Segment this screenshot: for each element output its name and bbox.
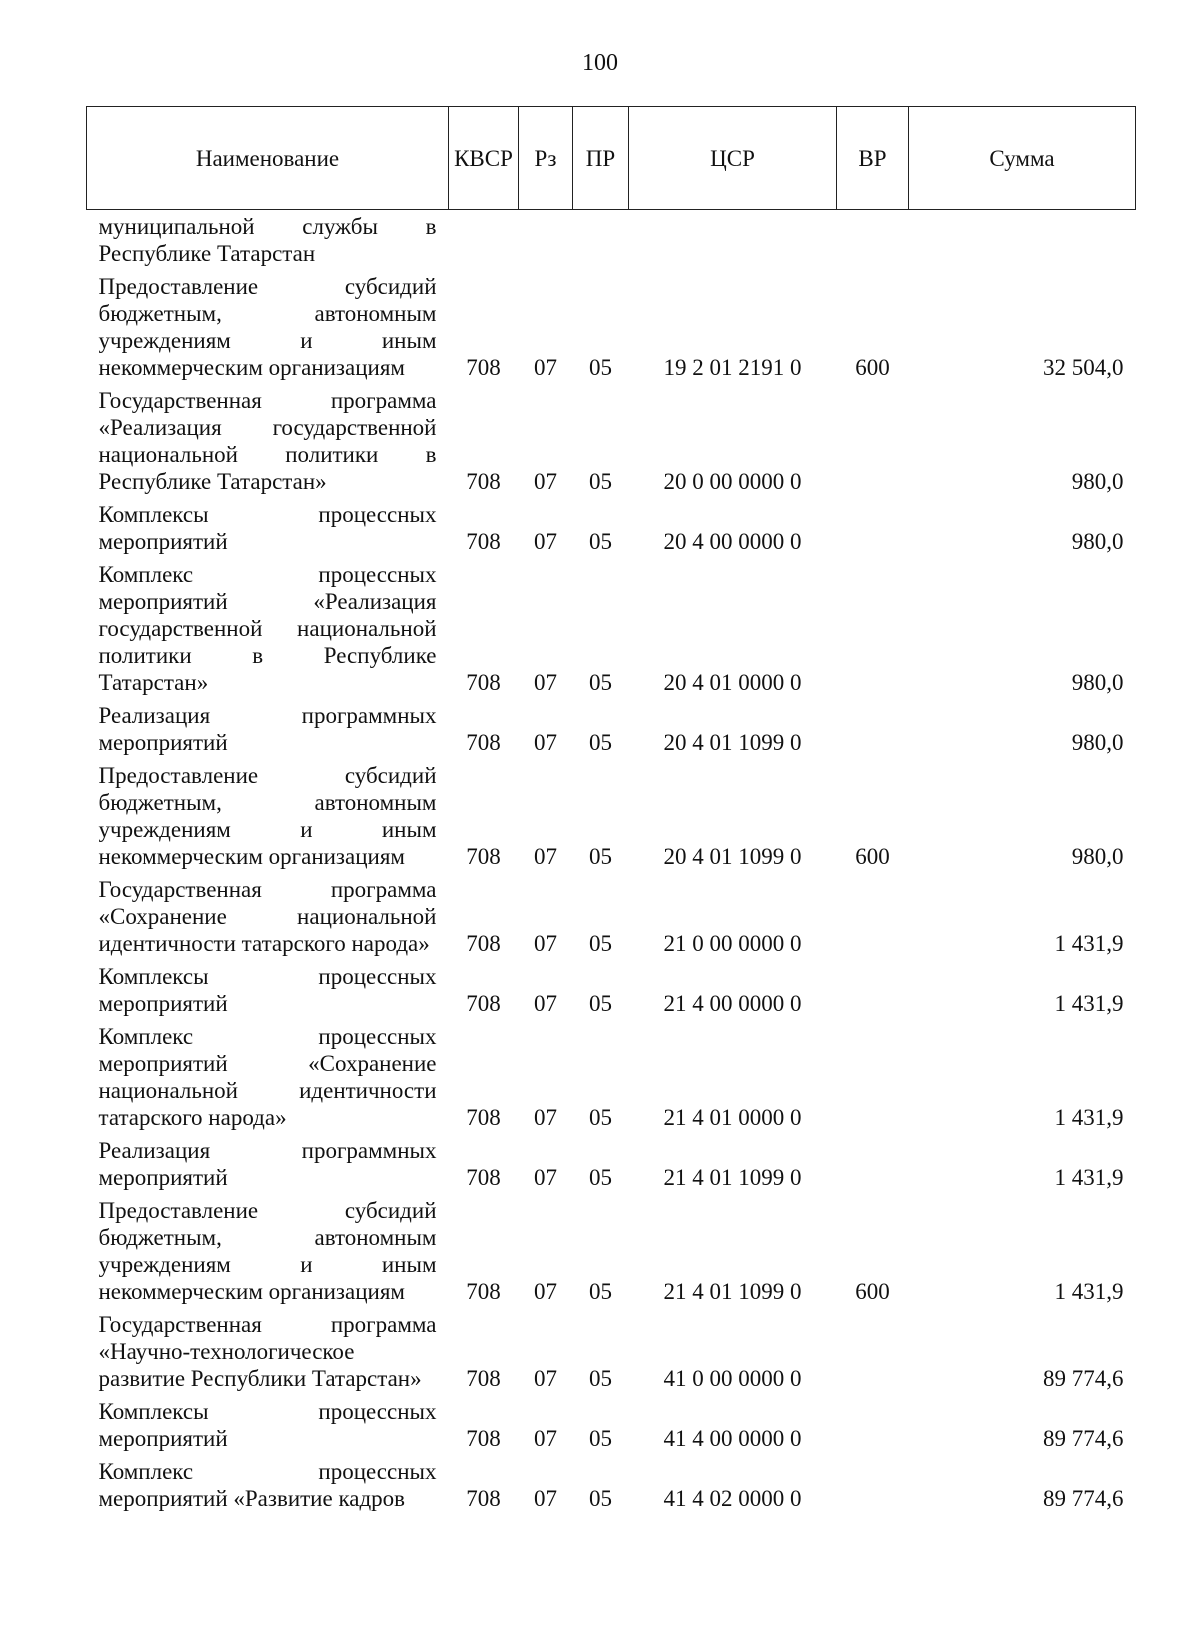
row-vr [837, 558, 909, 699]
row-sum: 980,0 [1071, 469, 1124, 494]
row-sum [909, 210, 1136, 271]
row-csr: 41 4 02 0000 0 [663, 1486, 802, 1511]
row-sum: 980,0 [1071, 670, 1124, 695]
row-rz: 07 [534, 1426, 557, 1451]
table-row [87, 960, 1136, 1020]
row-name: Предоставление субсидий бюджетным, автономным учреждениям и иным некоммерческим организациям [98, 763, 437, 869]
table-body [87, 210, 1136, 1516]
row-kvsr: 708 [466, 931, 501, 956]
table-row [87, 384, 1136, 498]
row-sum: 1 431,9 [1054, 991, 1124, 1016]
row-csr: 21 4 01 1099 0 [663, 1279, 802, 1304]
table-header [87, 107, 1136, 210]
row-pr: 05 [589, 1165, 612, 1190]
row-name: Предоставление субсидий бюджетным, автономным учреждениям и иным некоммерческим организациям [98, 1198, 437, 1304]
table-row [87, 1020, 1136, 1134]
row-csr: 21 4 01 1099 0 [663, 1165, 802, 1190]
budget-table [86, 106, 1136, 1515]
row-vr: 600 [855, 355, 890, 380]
row-name: Комплекс процессных мероприятий «Сохранение национальной идентичности татарского народа» [98, 1024, 437, 1130]
row-sum: 89 774,6 [1043, 1486, 1124, 1511]
row-rz: 07 [534, 1279, 557, 1304]
row-csr: 21 0 00 0000 0 [663, 931, 802, 956]
row-csr: 41 0 00 0000 0 [663, 1366, 802, 1391]
row-vr [837, 1134, 909, 1194]
row-pr: 05 [589, 1366, 612, 1391]
row-sum: 1 431,9 [1054, 1165, 1124, 1190]
row-rz: 07 [534, 1366, 557, 1391]
row-kvsr: 708 [466, 991, 501, 1016]
row-vr: 600 [855, 844, 890, 869]
table-row [87, 558, 1136, 699]
row-name: Комплекс процессных мероприятий «Реализация государственной национальной политики в Республике Татарстан» [98, 562, 437, 695]
row-pr: 05 [589, 1486, 612, 1511]
row-csr: 21 4 01 0000 0 [663, 1105, 802, 1130]
row-csr: 20 4 01 1099 0 [663, 730, 802, 755]
row-name: Комплексы процессных мероприятий [98, 964, 437, 1016]
table-row [87, 1194, 1136, 1308]
table-row [87, 498, 1136, 558]
row-kvsr: 708 [466, 730, 501, 755]
row-sum: 980,0 [1071, 844, 1124, 869]
row-rz: 07 [534, 730, 557, 755]
header-name: Наименование [87, 107, 449, 210]
row-vr [837, 210, 909, 271]
row-name: Реализация программных мероприятий [98, 1138, 437, 1190]
row-vr [837, 1395, 909, 1455]
row-sum: 1 431,9 [1054, 931, 1124, 956]
header-csr: ЦСР [629, 107, 837, 210]
row-sum: 1 431,9 [1054, 1105, 1124, 1130]
row-vr [837, 960, 909, 1020]
row-name: Государственная программа «Научно-технологическое развитие Республики Татарстан» [98, 1312, 437, 1391]
row-name: Реализация программных мероприятий [98, 703, 437, 755]
row-pr: 05 [589, 469, 612, 494]
row-rz: 07 [534, 1486, 557, 1511]
row-kvsr: 708 [466, 469, 501, 494]
row-sum: 89 774,6 [1043, 1426, 1124, 1451]
row-vr [837, 498, 909, 558]
row-csr: 20 0 00 0000 0 [663, 469, 802, 494]
row-vr [837, 1020, 909, 1134]
header-vr: ВР [837, 107, 909, 210]
table-row [87, 1308, 1136, 1395]
row-rz: 07 [534, 670, 557, 695]
row-sum: 1 431,9 [1054, 1279, 1124, 1304]
row-csr: 20 4 00 0000 0 [663, 529, 802, 554]
row-vr: 600 [855, 1279, 890, 1304]
row-pr [573, 210, 629, 271]
header-kvsr: КВСР [449, 107, 519, 210]
row-pr: 05 [589, 1105, 612, 1130]
table-row [87, 759, 1136, 873]
row-csr: 19 2 01 2191 0 [663, 355, 802, 380]
row-pr: 05 [589, 1426, 612, 1451]
row-rz: 07 [534, 991, 557, 1016]
row-csr: 41 4 00 0000 0 [663, 1426, 802, 1451]
row-pr: 05 [589, 1279, 612, 1304]
row-rz: 07 [534, 529, 557, 554]
row-pr: 05 [589, 931, 612, 956]
row-vr [837, 1455, 909, 1515]
table-row [87, 1395, 1136, 1455]
row-kvsr: 708 [466, 1105, 501, 1130]
row-csr: 20 4 01 1099 0 [663, 844, 802, 869]
row-pr: 05 [589, 991, 612, 1016]
header-rz: Рз [519, 107, 573, 210]
row-kvsr: 708 [466, 1426, 501, 1451]
table-row [87, 210, 1136, 271]
row-name: Предоставление субсидий бюджетным, автономным учреждениям и иным некоммерческим организациям [98, 274, 437, 380]
row-name: Государственная программа «Сохранение национальной идентичности татарского народа» [98, 877, 437, 956]
row-csr: 20 4 01 0000 0 [663, 670, 802, 695]
row-pr: 05 [589, 355, 612, 380]
row-vr [837, 873, 909, 960]
row-kvsr: 708 [466, 1165, 501, 1190]
row-rz: 07 [534, 1105, 557, 1130]
row-kvsr: 708 [466, 670, 501, 695]
row-pr: 05 [589, 670, 612, 695]
page-number: 100 [582, 50, 618, 76]
row-kvsr: 708 [466, 529, 501, 554]
table-row [87, 1455, 1136, 1515]
table-row [87, 699, 1136, 759]
row-name: Государственная программа «Реализация государственной национальной политики в Республике Татарстан» [98, 388, 437, 494]
table-row [87, 270, 1136, 384]
row-vr [837, 1308, 909, 1395]
row-name: муниципальной службы в Республике Татарстан [98, 214, 437, 266]
row-csr: 21 4 00 0000 0 [663, 991, 802, 1016]
row-name: Комплекс процессных мероприятий «Развитие кадров [98, 1459, 437, 1511]
row-name: Комплексы процессных мероприятий [98, 502, 437, 554]
row-sum: 980,0 [1071, 529, 1124, 554]
row-rz: 07 [534, 931, 557, 956]
row-rz: 07 [534, 844, 557, 869]
row-pr: 05 [589, 844, 612, 869]
row-kvsr: 708 [466, 1486, 501, 1511]
row-name: Комплексы процессных мероприятий [98, 1399, 437, 1451]
row-rz: 07 [534, 469, 557, 494]
table-row [87, 873, 1136, 960]
row-csr [629, 210, 837, 271]
row-kvsr: 708 [466, 1279, 501, 1304]
row-kvsr: 708 [466, 844, 501, 869]
row-kvsr: 708 [466, 1366, 501, 1391]
row-vr [837, 699, 909, 759]
row-sum: 89 774,6 [1043, 1366, 1124, 1391]
table-row [87, 1134, 1136, 1194]
header-sum: Сумма [909, 107, 1136, 210]
row-pr: 05 [589, 730, 612, 755]
row-sum: 32 504,0 [1043, 355, 1124, 380]
header-pr: ПР [573, 107, 629, 210]
row-pr: 05 [589, 529, 612, 554]
row-vr [837, 384, 909, 498]
row-sum: 980,0 [1071, 730, 1124, 755]
row-kvsr [449, 210, 519, 271]
row-rz: 07 [534, 1165, 557, 1190]
row-rz [519, 210, 573, 271]
row-kvsr: 708 [466, 355, 501, 380]
row-rz: 07 [534, 355, 557, 380]
